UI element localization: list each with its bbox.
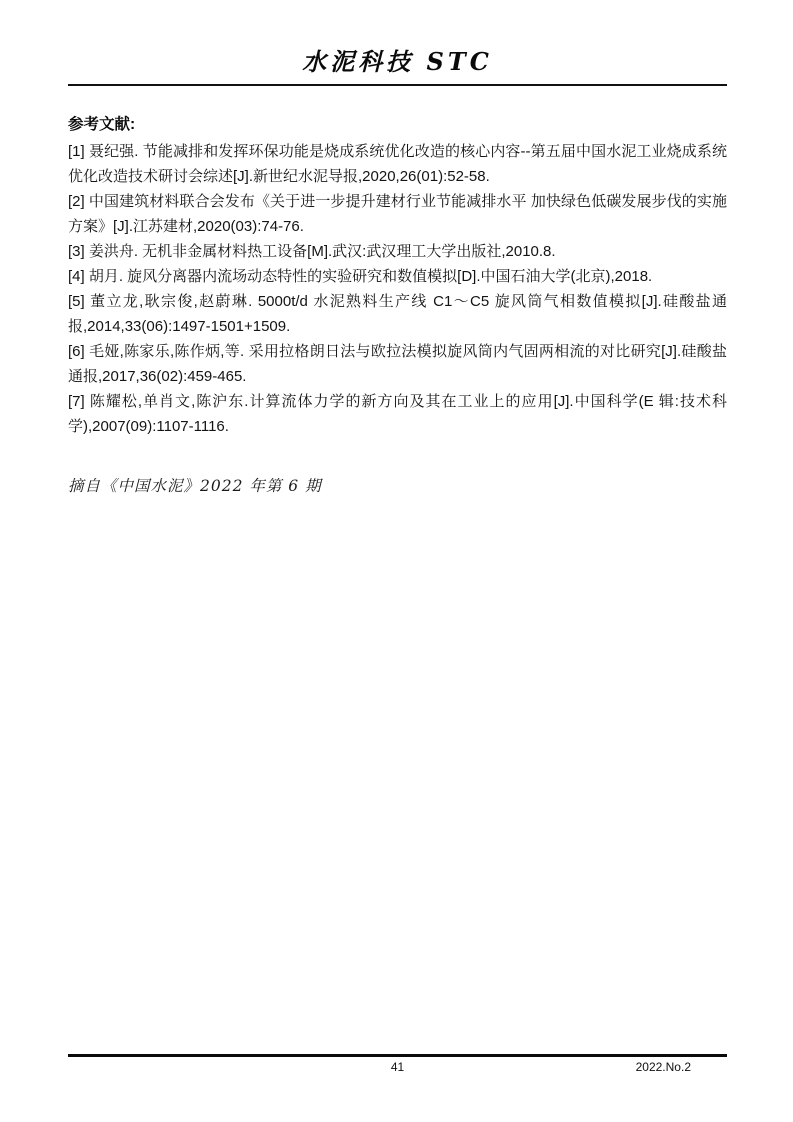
- reference-item-2: [2] 中国建筑材料联合会发布《关于进一步提升建材行业节能减排水平 加快绿色低碳发展步伐的实施方案》[J].江苏建材,2020(03):74-76.: [68, 193, 727, 235]
- reference-item-7: [7] 陈耀松,单肖文,陈沪东.计算流体力学的新方向及其在工业上的应用[J].中国科学(E 辑:技术科学),2007(09):1107-1116.: [68, 393, 727, 435]
- footer-divider: [68, 1054, 727, 1057]
- page-footer: [68, 1054, 727, 1077]
- reference-item-5: [5] 董立龙,耿宗俊,赵蔚琳. 5000t/d 水泥熟料生产线 C1～C5 旋风筒气相数值模拟[J].硅酸盐通报,2014,33(06):1497-1501+1509.: [68, 293, 727, 335]
- reference-item-1: [1] 聂纪强. 节能减排和发挥环保功能是烧成系统优化改造的核心内容--第五届中国水泥工业烧成系统优化改造技术研讨会综述[J].新世纪水泥导报,2020,26(01):52-58.: [68, 143, 727, 185]
- footer-row: [68, 1059, 727, 1077]
- source-note: 摘自《中国水泥》2022 年第 6 期: [68, 477, 322, 495]
- reference-item-6: [6] 毛娅,陈家乐,陈作炳,等. 采用拉格朗日法与欧拉法模拟旋风筒内气固两相流的对比研究[J].硅酸盐通报,2017,36(02):459-465.: [68, 343, 727, 385]
- page-number: 41: [390, 1060, 405, 1074]
- header-divider: [68, 84, 727, 86]
- references-heading: 参考文献:: [68, 116, 136, 133]
- issue-number: 2022.No.2: [635, 1060, 691, 1074]
- page-content: [68, 0, 727, 513]
- journal-header-title: 水泥科技 STC: [302, 47, 493, 76]
- reference-item-4: [4] 胡月. 旋风分离器内流场动态特性的实验研究和数值模拟[D].中国石油大学(北京),2018.: [68, 268, 653, 285]
- reference-item-3: [3] 姜洪舟. 无机非金属材料热工设备[M].武汉:武汉理工大学出版社,2010.8.: [68, 243, 556, 260]
